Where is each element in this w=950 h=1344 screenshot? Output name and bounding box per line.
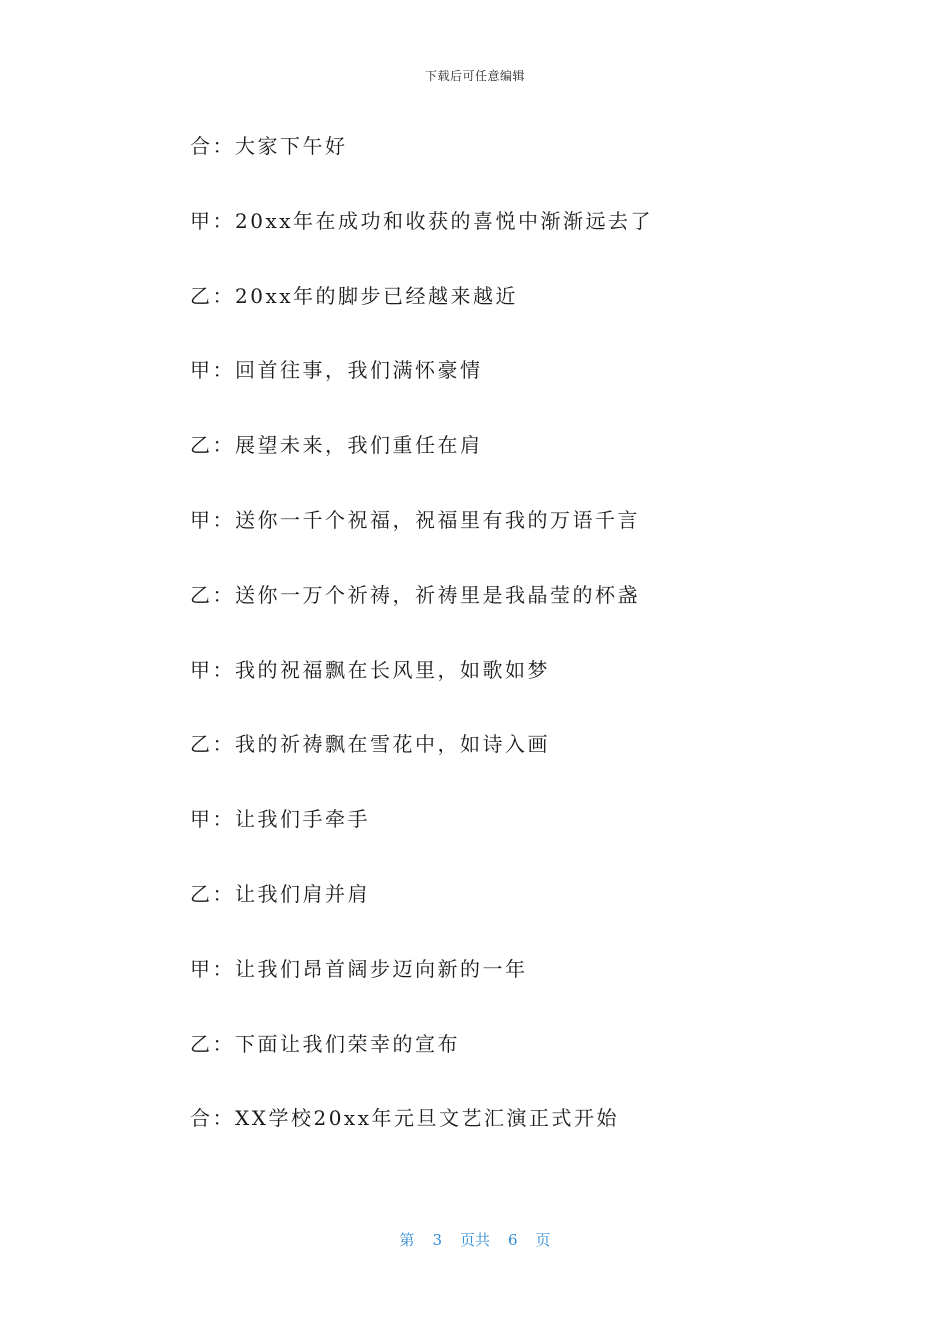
document-body — [190, 130, 810, 1177]
page-header: 下载后可任意编辑 — [424, 69, 525, 83]
dialogue-line: 甲：让我们手牵手 — [190, 807, 370, 832]
dialogue-line: 乙：送你一万个祈祷，祈祷里是我晶莹的杯盏 — [190, 582, 640, 607]
page-prefix: 第 — [399, 1231, 415, 1249]
dialogue-line: 甲：送你一千个祝福，祝福里有我的万语千言 — [190, 507, 640, 532]
dialogue-line: 乙：我的祈祷飘在雪花中，如诗入画 — [190, 732, 550, 757]
dialogue-line: 乙：下面让我们荣幸的宣布 — [190, 1031, 460, 1056]
dialogue-line: 乙：展望未来，我们重任在肩 — [190, 433, 483, 458]
dialogue-line: 乙：20xx年的脚步已经越来越近 — [190, 283, 519, 308]
dialogue-line: 甲：回首往事，我们满怀豪情 — [190, 358, 483, 383]
dialogue-line: 甲：让我们昂首阔步迈向新的一年 — [190, 956, 528, 981]
total-prefix: 页共 — [459, 1231, 490, 1249]
dialogue-line: 甲：我的祝福飘在长风里，如歌如梦 — [190, 657, 550, 682]
dialogue-line: 甲：20xx年在成功和收获的喜悦中渐渐远去了 — [190, 208, 654, 233]
page-suffix: 页 — [535, 1231, 551, 1249]
page-footer — [0, 1229, 950, 1250]
total-pages-number: 6 — [508, 1231, 518, 1249]
dialogue-line: 合：大家下午好 — [190, 134, 348, 158]
dialogue-line: 合：XX学校20xx年元旦文艺汇演正式开始 — [190, 1106, 619, 1131]
dialogue-line: 乙：让我们肩并肩 — [190, 881, 370, 906]
current-page-number: 3 — [432, 1231, 442, 1249]
